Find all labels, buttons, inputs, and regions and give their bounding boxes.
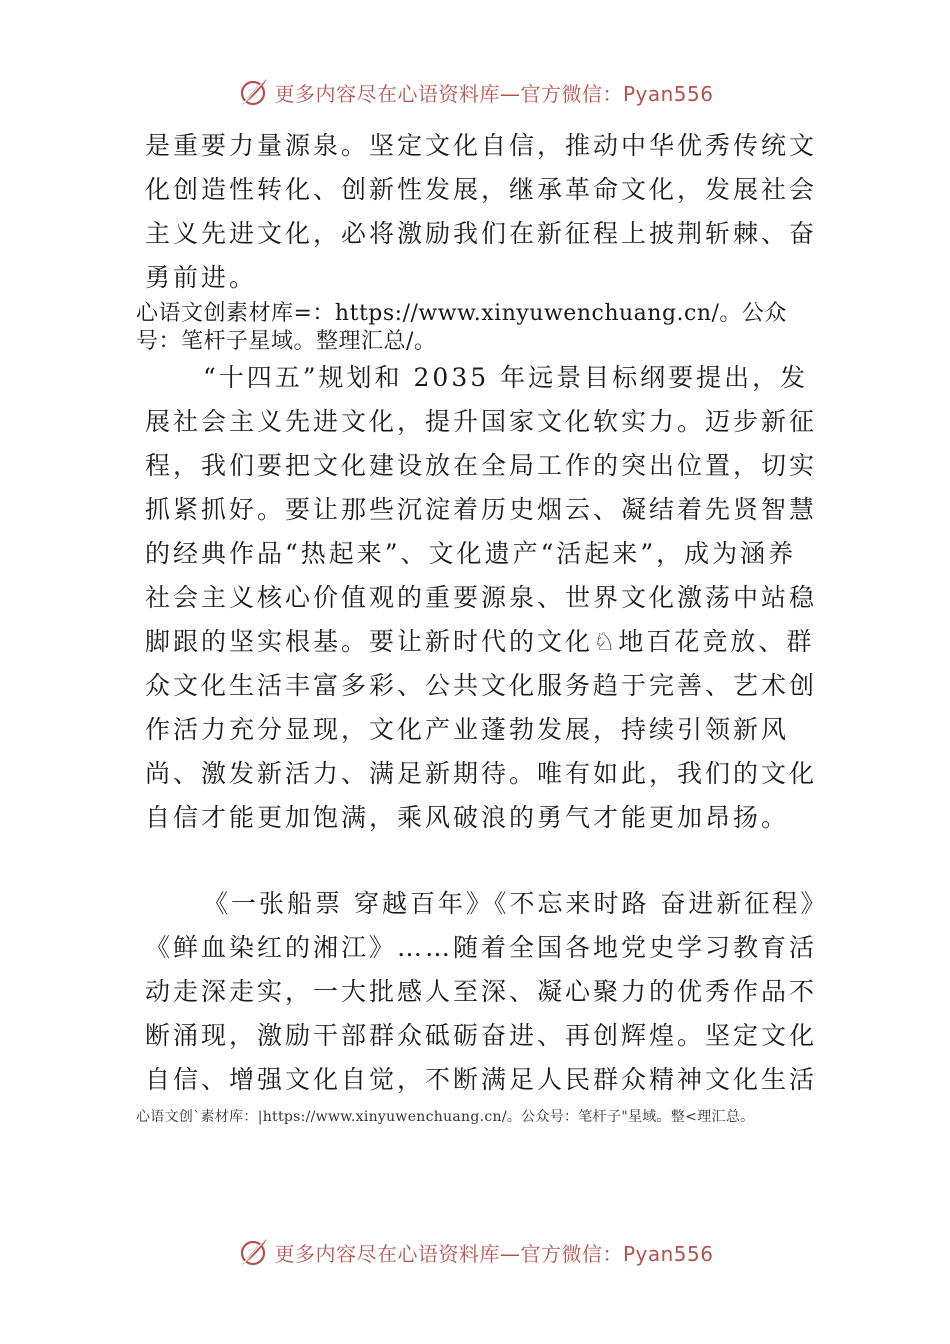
paragraph-1: 是重要力量源泉。坚定文化自信，推动中华优秀传统文化创造性转化、创新性发展，继承革命文化，发展社会主义先进文化，必将激励我们在新征程上披荆斩棘、奋勇前进。: [145, 131, 818, 292]
feather-quill-logo-icon: [236, 75, 270, 109]
footer-banner: [0, 1232, 950, 1272]
paragraph-3: 《一张船票 穿越百年》《不忘来时路 奋进新征程》《鲜血染红的湘江》……随着全国各地党史学习教育活动走深走实，一大批感人至深、凝心聚力的优秀作品不断涌现，激励干部群众砥砺奋进、再创辉煌。坚定文化自信、增强文化自觉，不断满足人民群众精神文化生活: [145, 889, 818, 1094]
paragraph-gap: [145, 840, 817, 882]
footer-banner-text: 更多内容尽在心语资料库—官方微信：Pyan556: [274, 1241, 714, 1266]
document-body: [136, 124, 818, 1128]
header-banner: [0, 72, 950, 112]
source-note-2: 心语文创`素材库：|https://www.xinyuwenchuang.cn/。公众号：笔杆子"星域。整<理汇总。: [136, 1109, 755, 1125]
source-note-1: 心语文创素材库=：https://www.xinyuwenchuang.cn/。公众号：笔杆子星域。整理汇总/。: [136, 301, 787, 354]
paragraph-2: “十四五”规划和 2035 年远景目标纲要提出，发展社会主义先进文化，提升国家文化软实力。迈步新征程，我们要把文化建设放在全局工作的突出位置，切实抓紧抓好。要让那些沉淀着历史烟云、凝结着先贤智慧的经典作品“热起来”、文化遗产“活起来”，成为涵养社会主义核心价值观的重要源泉、世界文化激荡中站稳脚跟的坚实根基。要让新时代的文化♘地百花竞放、群众文化生活丰富多彩、公共文化服务趋于完善、艺术创作活力充分显现，文化产业蓬勃发展，持续引领新风尚、激发新活力、满足新期待。唯有如此，我们的文化自信才能更加饱满，乘风破浪的勇气才能更加昂扬。: [145, 363, 818, 832]
feather-quill-logo-icon: [236, 1235, 270, 1269]
header-banner-text: 更多内容尽在心语资料库—官方微信：Pyan556: [274, 81, 714, 106]
